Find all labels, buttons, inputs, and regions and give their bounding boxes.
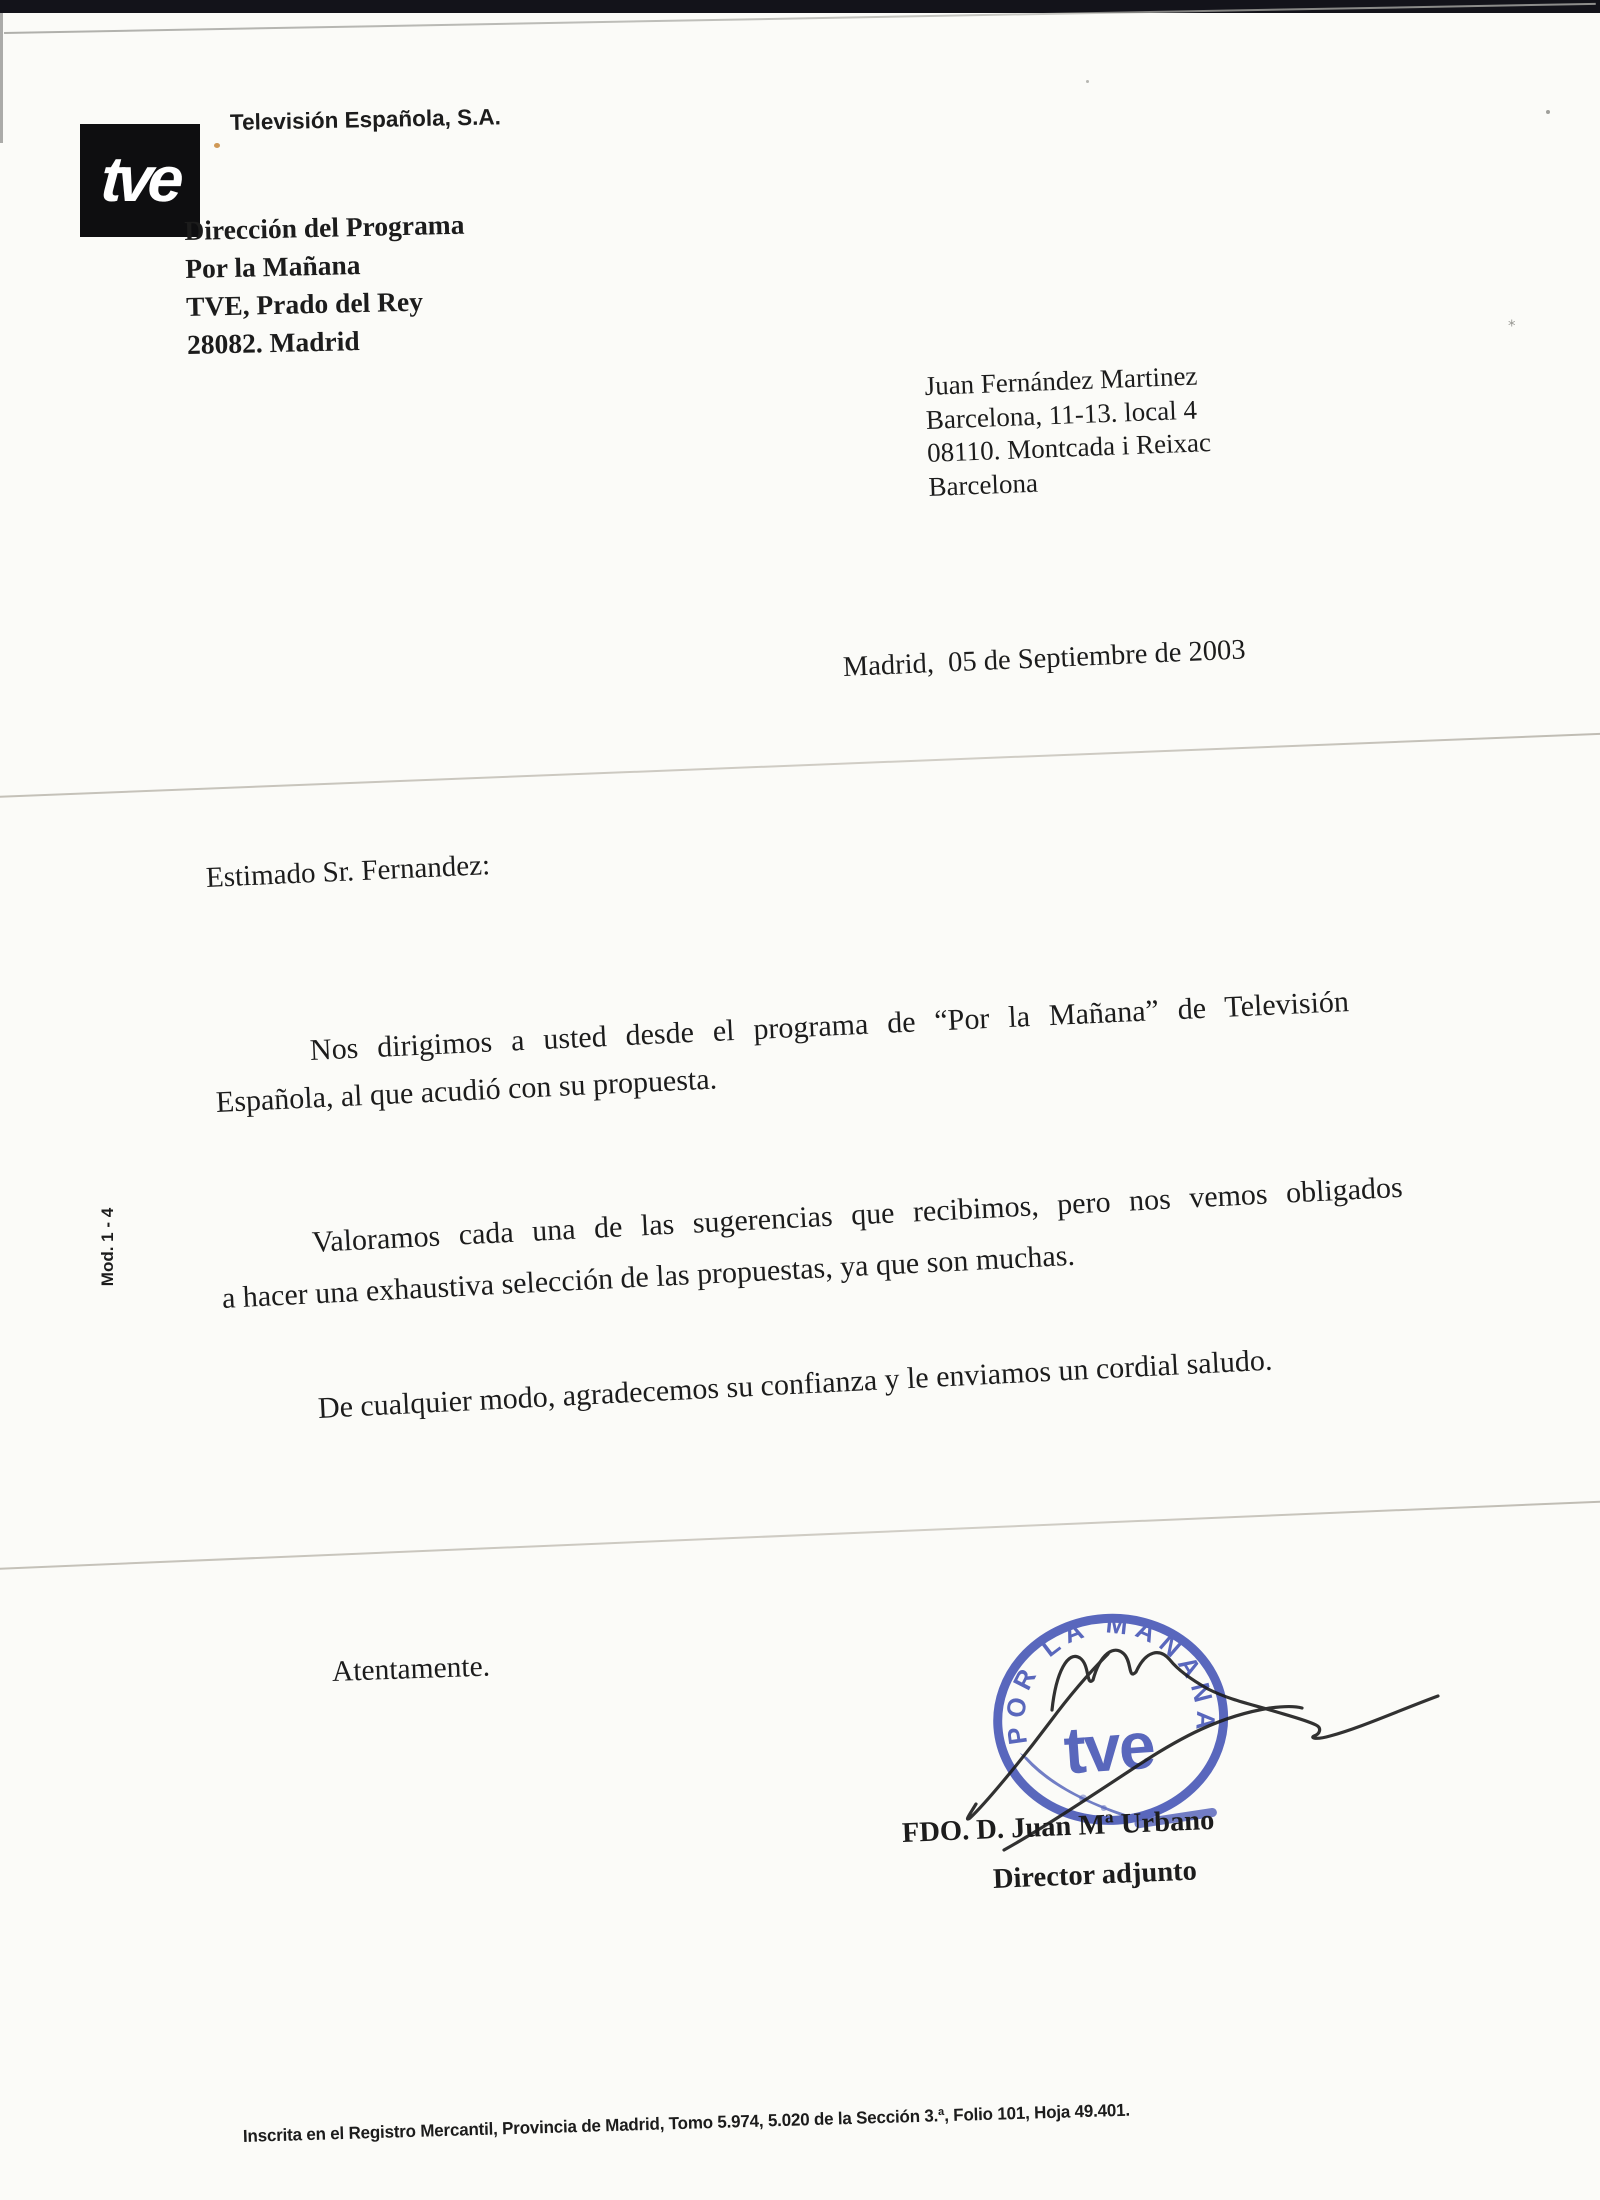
signature-scribble [1052,1650,1438,1738]
recipient-line: Barcelona, 11-13. local 4 [925,394,1198,435]
scan-speck [214,143,220,148]
salutation: Estimado Sr. Fernandez: [205,849,491,894]
recipient-line: Juan Fernández Martinez [924,360,1198,401]
fold-crease-lower [0,1500,1600,1570]
body-paragraph-3-line-1: De cualquier modo, agradecemos su confianza y le enviamos un cordial saludo. [317,1343,1274,1425]
stamp-arc-text: POR LA MAÑANA [999,1608,1222,1747]
recipient-address-block [924,359,1213,504]
body-paragraph-1-line-2: Española, al que acudió con su propuesta. [215,1062,718,1119]
scan-speck [1086,80,1089,83]
recipient-line: 08110. Montcada i Reixac [926,427,1212,468]
dept-line: Por la Mañana [184,249,361,284]
tve-logo-text: tve [98,142,182,215]
recipient-line: Barcelona [927,467,1039,502]
scan-speck [1546,110,1550,114]
body-paragraph-2-line-1: Valoramos cada una de las sugerencias que recibimos, pero nos vemos obligados [311,1170,1404,1259]
dept-line: Dirección del Programa [184,208,465,246]
tve-logo [80,124,200,237]
paper-left-edge [0,13,3,143]
sender-address-block [184,206,467,364]
body-paragraph-2-line-2: a hacer una exhaustiva selección de las propuestas, ya que son muchas. [221,1238,1076,1315]
registry-footer: Inscrita en el Registro Mercantil, Provincia de Madrid, Tomo 5.974, 5.020 de la Sección 3.ª, Folio 101, Hoja 49.401. [242,2099,1131,2146]
dept-line: TVE, Prado del Rey [185,285,424,322]
signer-name: FDO. D. Juan Mª Urbano [901,1804,1215,1849]
signature-diagonal-1 [968,1654,1108,1819]
scan-speck: ⁎ [1508,314,1516,330]
fold-crease-upper [0,733,1600,798]
stamp-tve-text: tve [1061,1707,1156,1788]
date-line: Madrid, 05 de Septiembre de 2003 [842,634,1247,683]
form-number-note: Mod. 1 - 4 [98,1207,117,1287]
body-paragraph-1-line-1: Nos dirigimos a usted desde el programa de “Por la Mañana” de Televisión [309,985,1350,1067]
dept-line: 28082. Madrid [186,325,360,360]
closing-line: Atentamente. [331,1650,491,1688]
company-name: Televisión Española, S.A. [229,104,502,135]
signer-title: Director adjunto [992,1855,1198,1895]
